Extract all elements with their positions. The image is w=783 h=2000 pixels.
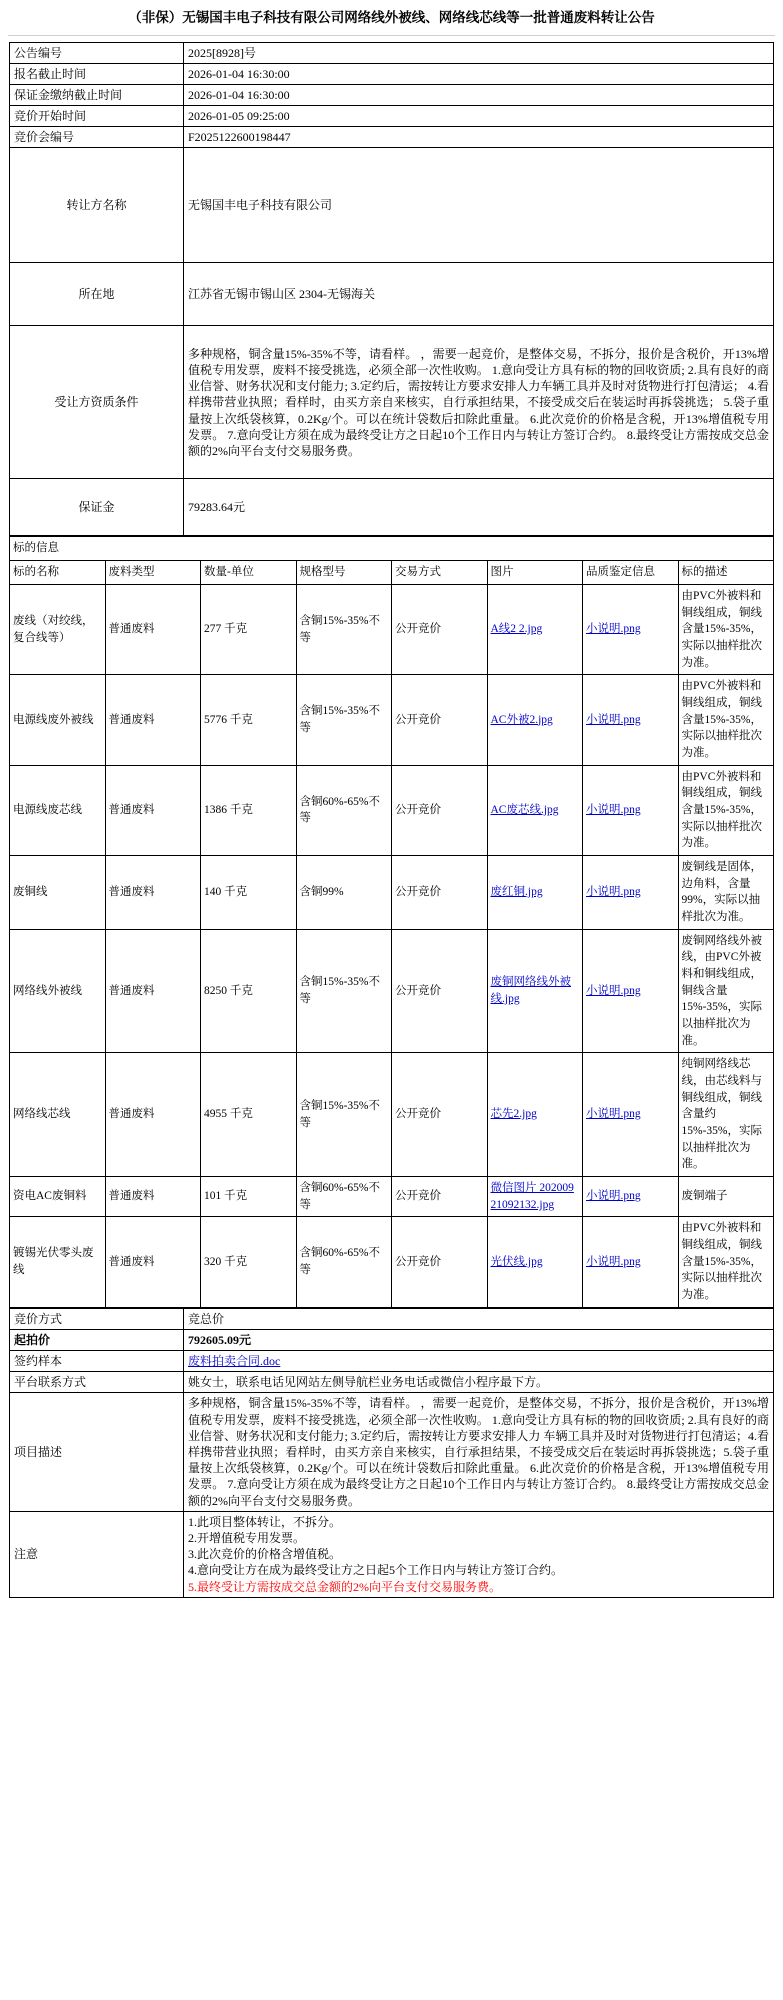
basic-info-body: [10, 42, 774, 536]
row-label-deposit: 保证金: [10, 479, 184, 536]
table-row: [10, 765, 774, 855]
cell-spec: 含铜60%-65%不等: [296, 1177, 392, 1217]
table-row-location: [10, 263, 774, 326]
contract-sample-link[interactable]: 废料拍卖合同.doc: [188, 1354, 281, 1369]
table-row: [10, 63, 774, 84]
cell-picture: [487, 584, 583, 674]
cell-description: 废铜网络线外被线，由PVC外被料和铜线组成，铜线含量15%-35%，实际以抽样批次为准。: [678, 929, 774, 1053]
basic-info-table: [9, 42, 774, 537]
cell-quality: [583, 929, 679, 1053]
cell-qty: 1386 千克: [201, 765, 297, 855]
cell-type: 普通废料: [105, 1177, 201, 1217]
quality-link[interactable]: 小说明.png: [586, 803, 641, 816]
table-row: [10, 675, 774, 765]
table-row-transferor-name: [10, 148, 774, 263]
cell-type: 普通废料: [105, 675, 201, 765]
row-value-bidding-start: 2026-01-05 09:25:00: [184, 106, 774, 127]
cell-description: 废铜线是固体，边角料，含量99%，实际以抽样批次为准。: [678, 855, 774, 929]
cell-mode: 公开竞价: [392, 1177, 488, 1217]
cell-qty: 8250 千克: [201, 929, 297, 1053]
row-label-notice-no: 公告编号: [10, 42, 184, 63]
cell-quality: [583, 1177, 679, 1217]
quality-link[interactable]: 小说明.png: [586, 1108, 641, 1121]
footer-info-table: [9, 1308, 774, 1598]
cell-qty: 4955 千克: [201, 1053, 297, 1177]
row-value-notice: [184, 1511, 774, 1597]
cell-quality: [583, 855, 679, 929]
cell-spec: 含铜99%: [296, 855, 392, 929]
table-row-qualification: [10, 326, 774, 479]
row-value-platform-contact: 姚女士，联系电话见网站左侧导航栏业务电话或微信小程序最下方。: [184, 1372, 774, 1393]
picture-link[interactable]: AC废芯线.jpg: [490, 803, 559, 816]
goods-section-title-row: [10, 537, 774, 561]
row-value-transferor-name: 无锡国丰电子科技有限公司: [184, 148, 774, 263]
cell-name: 电源线废芯线: [10, 765, 106, 855]
cell-picture: [487, 1053, 583, 1177]
cell-type: 普通废料: [105, 584, 201, 674]
cell-name: 电源线废外被线: [10, 675, 106, 765]
table-row: [10, 1053, 774, 1177]
cell-spec: 含铜15%-35%不等: [296, 584, 392, 674]
col-header-name: 标的名称: [10, 561, 106, 585]
cell-qty: 140 千克: [201, 855, 297, 929]
quality-link[interactable]: 小说明.png: [586, 713, 641, 726]
table-row: [10, 1329, 774, 1350]
col-header-type: 废料类型: [105, 561, 201, 585]
row-value-contract-sample: [184, 1351, 774, 1372]
cell-name: 网络线外被线: [10, 929, 106, 1053]
notice-line-highlighted: 5.最终受让方需按成交总金额的2%向平台支付交易服务费。: [188, 1579, 501, 1594]
row-label-platform-contact: 平台联系方式: [10, 1372, 184, 1393]
notice-line: 2.开增值税专用发票。: [188, 1530, 306, 1545]
table-row: [10, 106, 774, 127]
table-row: [10, 42, 774, 63]
row-value-project-description: 多种规格，铜含量15%-35%不等，请看样。 ，需要一起竞价，是整体交易，不拆分，报价是含税价，开13%增值税专用发票，废料不接受挑选，必须全部一次性收购。 1.意向受让方具有标的物的回收资质; 2.具有良好的商业信誉、财务状况和支付能力; 3.定约后，需按转让方要求安排人力 车辆工具并及时对货物进行打包清运；4.看样携带营业执照；看样时，由买方亲自来核实，自行承担结果，不接受成交后在装运时再拆袋挑选；5.袋子重量按上次纸袋核算，0.2Kg/个。可以在统计袋数后扣除此重量。 6.此次竞价的价格是含税，开13%增值税专用发票。 7.意向受让方须在成为最终受让方之日起10个工作日内与转让方签订合约。 8.最终受让方需按成交总金额的2%向平台支付交易服务费。: [184, 1393, 774, 1511]
quality-link[interactable]: 小说明.png: [586, 885, 641, 898]
cell-spec: 含铜15%-35%不等: [296, 1053, 392, 1177]
cell-qty: 101 千克: [201, 1177, 297, 1217]
cell-spec: 含铜60%-65%不等: [296, 1217, 392, 1307]
cell-spec: 含铜15%-35%不等: [296, 929, 392, 1053]
col-header-qty: 数量-单位: [201, 561, 297, 585]
title-divider: [8, 35, 775, 36]
row-value-bid-method: 竞总价: [184, 1308, 774, 1329]
row-label-notice: 注意: [10, 1511, 184, 1597]
row-value-start-price: 792605.09元: [184, 1329, 774, 1350]
row-label-qualification: 受让方资质条件: [10, 326, 184, 479]
row-value-auction-no: F2025122600198447: [184, 127, 774, 148]
table-row: [10, 1217, 774, 1307]
row-label-contract-sample: 签约样本: [10, 1351, 184, 1372]
picture-link[interactable]: A线2 2.jpg: [490, 623, 543, 636]
table-row: [10, 1372, 774, 1393]
row-label-start-price: 起拍价: [10, 1329, 184, 1350]
cell-mode: 公开竞价: [392, 1217, 488, 1307]
col-header-description: 标的描述: [678, 561, 774, 585]
cell-name: 网络线芯线: [10, 1053, 106, 1177]
col-header-mode: 交易方式: [392, 561, 488, 585]
picture-link[interactable]: AC外被2.jpg: [490, 713, 553, 726]
picture-link[interactable]: 废铜网络线外被线.jpg: [490, 976, 571, 1005]
cell-quality: [583, 1217, 679, 1307]
quality-link[interactable]: 小说明.png: [586, 1255, 641, 1268]
picture-link[interactable]: 废红铜.jpg: [490, 885, 543, 898]
table-row-notice: [10, 1511, 774, 1597]
table-row: [10, 1308, 774, 1329]
cell-quality: [583, 675, 679, 765]
notice-line: 3.此次竞价的价格含增值税。: [188, 1547, 342, 1562]
cell-picture: [487, 855, 583, 929]
row-label-project-description: 项目描述: [10, 1393, 184, 1511]
row-label-transferor-name: 转让方名称: [10, 148, 184, 263]
row-label-location: 所在地: [10, 263, 184, 326]
cell-mode: 公开竞价: [392, 855, 488, 929]
cell-description: 由PVC外被料和铜线组成，铜线含量15%-35%，实际以抽样批次为准。: [678, 1217, 774, 1307]
notice-line: 1.此项目整体转让，不拆分。: [188, 1514, 342, 1529]
page-title: （非保）无锡国丰电子科技有限公司网络线外被线、网络线芯线等一批普通废料转让公告: [128, 10, 655, 25]
quality-link[interactable]: 小说明.png: [586, 623, 641, 636]
quality-link[interactable]: 小说明.png: [586, 1190, 641, 1203]
footer-info-body: [10, 1308, 774, 1597]
row-value-deposit: 79283.64元: [184, 479, 774, 536]
cell-description: 废铜端子: [678, 1177, 774, 1217]
row-label-bid-method: 竞价方式: [10, 1308, 184, 1329]
cell-type: 普通废料: [105, 765, 201, 855]
cell-spec: 含铜15%-35%不等: [296, 675, 392, 765]
cell-mode: 公开竞价: [392, 584, 488, 674]
cell-picture: [487, 765, 583, 855]
quality-link[interactable]: 小说明.png: [586, 984, 641, 997]
cell-quality: [583, 765, 679, 855]
col-header-quality: 品质鉴定信息: [583, 561, 679, 585]
row-label-signup-deadline: 报名截止时间: [10, 63, 184, 84]
cell-description: 纯铜网络线芯线，由芯线料与铜线组成，铜线含量约15%-35%，实际以抽样批次为准。: [678, 1053, 774, 1177]
cell-type: 普通废料: [105, 855, 201, 929]
table-row: [10, 1177, 774, 1217]
row-label-auction-no: 竞价会编号: [10, 127, 184, 148]
table-row: [10, 1351, 774, 1372]
row-label-bidding-start: 竞价开始时间: [10, 106, 184, 127]
col-header-picture: 图片: [487, 561, 583, 585]
cell-description: 由PVC外被料和铜线组成，铜线含量15%-35%，实际以抽样批次为准。: [678, 675, 774, 765]
cell-picture: [487, 1177, 583, 1217]
cell-mode: 公开竞价: [392, 1053, 488, 1177]
row-value-location: 江苏省无锡市锡山区 2304-无锡海关: [184, 263, 774, 326]
cell-picture: [487, 675, 583, 765]
cell-mode: 公开竞价: [392, 765, 488, 855]
goods-section-title: 标的信息: [10, 537, 774, 561]
table-row: [10, 127, 774, 148]
cell-name: 资电AC废铜料: [10, 1177, 106, 1217]
cell-type: 普通废料: [105, 1053, 201, 1177]
cell-quality: [583, 584, 679, 674]
cell-qty: 277 千克: [201, 584, 297, 674]
row-value-qualification: 多种规格，铜含量15%-35%不等，请看样。 ，需要一起竞价，是整体交易，不拆分，报价是含税价，开13%增值税专用发票，废料不接受挑选，必须全部一次性收购。 1.意向受让方具有标的物的回收资质; 2.具有良好的商业信誉、财务状况和支付能力; 3.定约后，需按转让方要求安排人力车辆工具并及时对货物进行打包清运； 4.看样携带营业执照；看样时，由买方亲自来核实，自行承担结果，不接受成交后在装运时再拆袋挑选； 5.袋子重量按上次纸袋核算，0.2Kg/个。可以在统计袋数后扣除此重量。 6.此次竞价的价格是含税，开13%增值税专用发票。 7.意向受让方须在成为最终受让方之日起10个工作日内与转让方签订合约。 8.最终受让方需按成交总金额的2%向平台支付交易服务费。: [184, 326, 774, 479]
cell-name: 废线（对绞线，复合线等）: [10, 584, 106, 674]
table-row-project-description: [10, 1393, 774, 1511]
goods-info-table: [9, 536, 774, 1307]
goods-info-body: [10, 537, 774, 1307]
cell-qty: 5776 千克: [201, 675, 297, 765]
table-row-deposit: [10, 479, 774, 536]
goods-header-row: [10, 561, 774, 585]
cell-spec: 含铜60%-65%不等: [296, 765, 392, 855]
table-row: [10, 584, 774, 674]
table-row: [10, 929, 774, 1053]
picture-link[interactable]: 微信图片 20200921092132.jpg: [490, 1182, 574, 1211]
picture-link[interactable]: 芯先2.jpg: [490, 1108, 537, 1121]
cell-description: 由PVC外被料和铜线组成，铜线含量15%-35%，实际以抽样批次为准。: [678, 584, 774, 674]
cell-name: 废铜线: [10, 855, 106, 929]
picture-link[interactable]: 光伏线.jpg: [490, 1255, 543, 1268]
cell-qty: 320 千克: [201, 1217, 297, 1307]
row-value-deposit-deadline: 2026-01-04 16:30:00: [184, 84, 774, 105]
table-row: [10, 84, 774, 105]
cell-picture: [487, 1217, 583, 1307]
cell-picture: [487, 929, 583, 1053]
table-row: [10, 855, 774, 929]
row-value-signup-deadline: 2026-01-04 16:30:00: [184, 63, 774, 84]
row-label-deposit-deadline: 保证金缴纳截止时间: [10, 84, 184, 105]
notice-line: 4.意向受让方在成为最终受让方之日起5个工作日内与转让方签订合约。: [188, 1563, 564, 1578]
col-header-spec: 规格型号: [296, 561, 392, 585]
row-value-notice-no: 2025[8928]号: [184, 42, 774, 63]
cell-quality: [583, 1053, 679, 1177]
cell-description: 由PVC外被料和铜线组成，铜线含量15%-35%，实际以抽样批次为准。: [678, 765, 774, 855]
cell-mode: 公开竞价: [392, 929, 488, 1053]
cell-type: 普通废料: [105, 929, 201, 1053]
cell-name: 镀锡光伏零头废线: [10, 1217, 106, 1307]
cell-mode: 公开竞价: [392, 675, 488, 765]
cell-type: 普通废料: [105, 1217, 201, 1307]
